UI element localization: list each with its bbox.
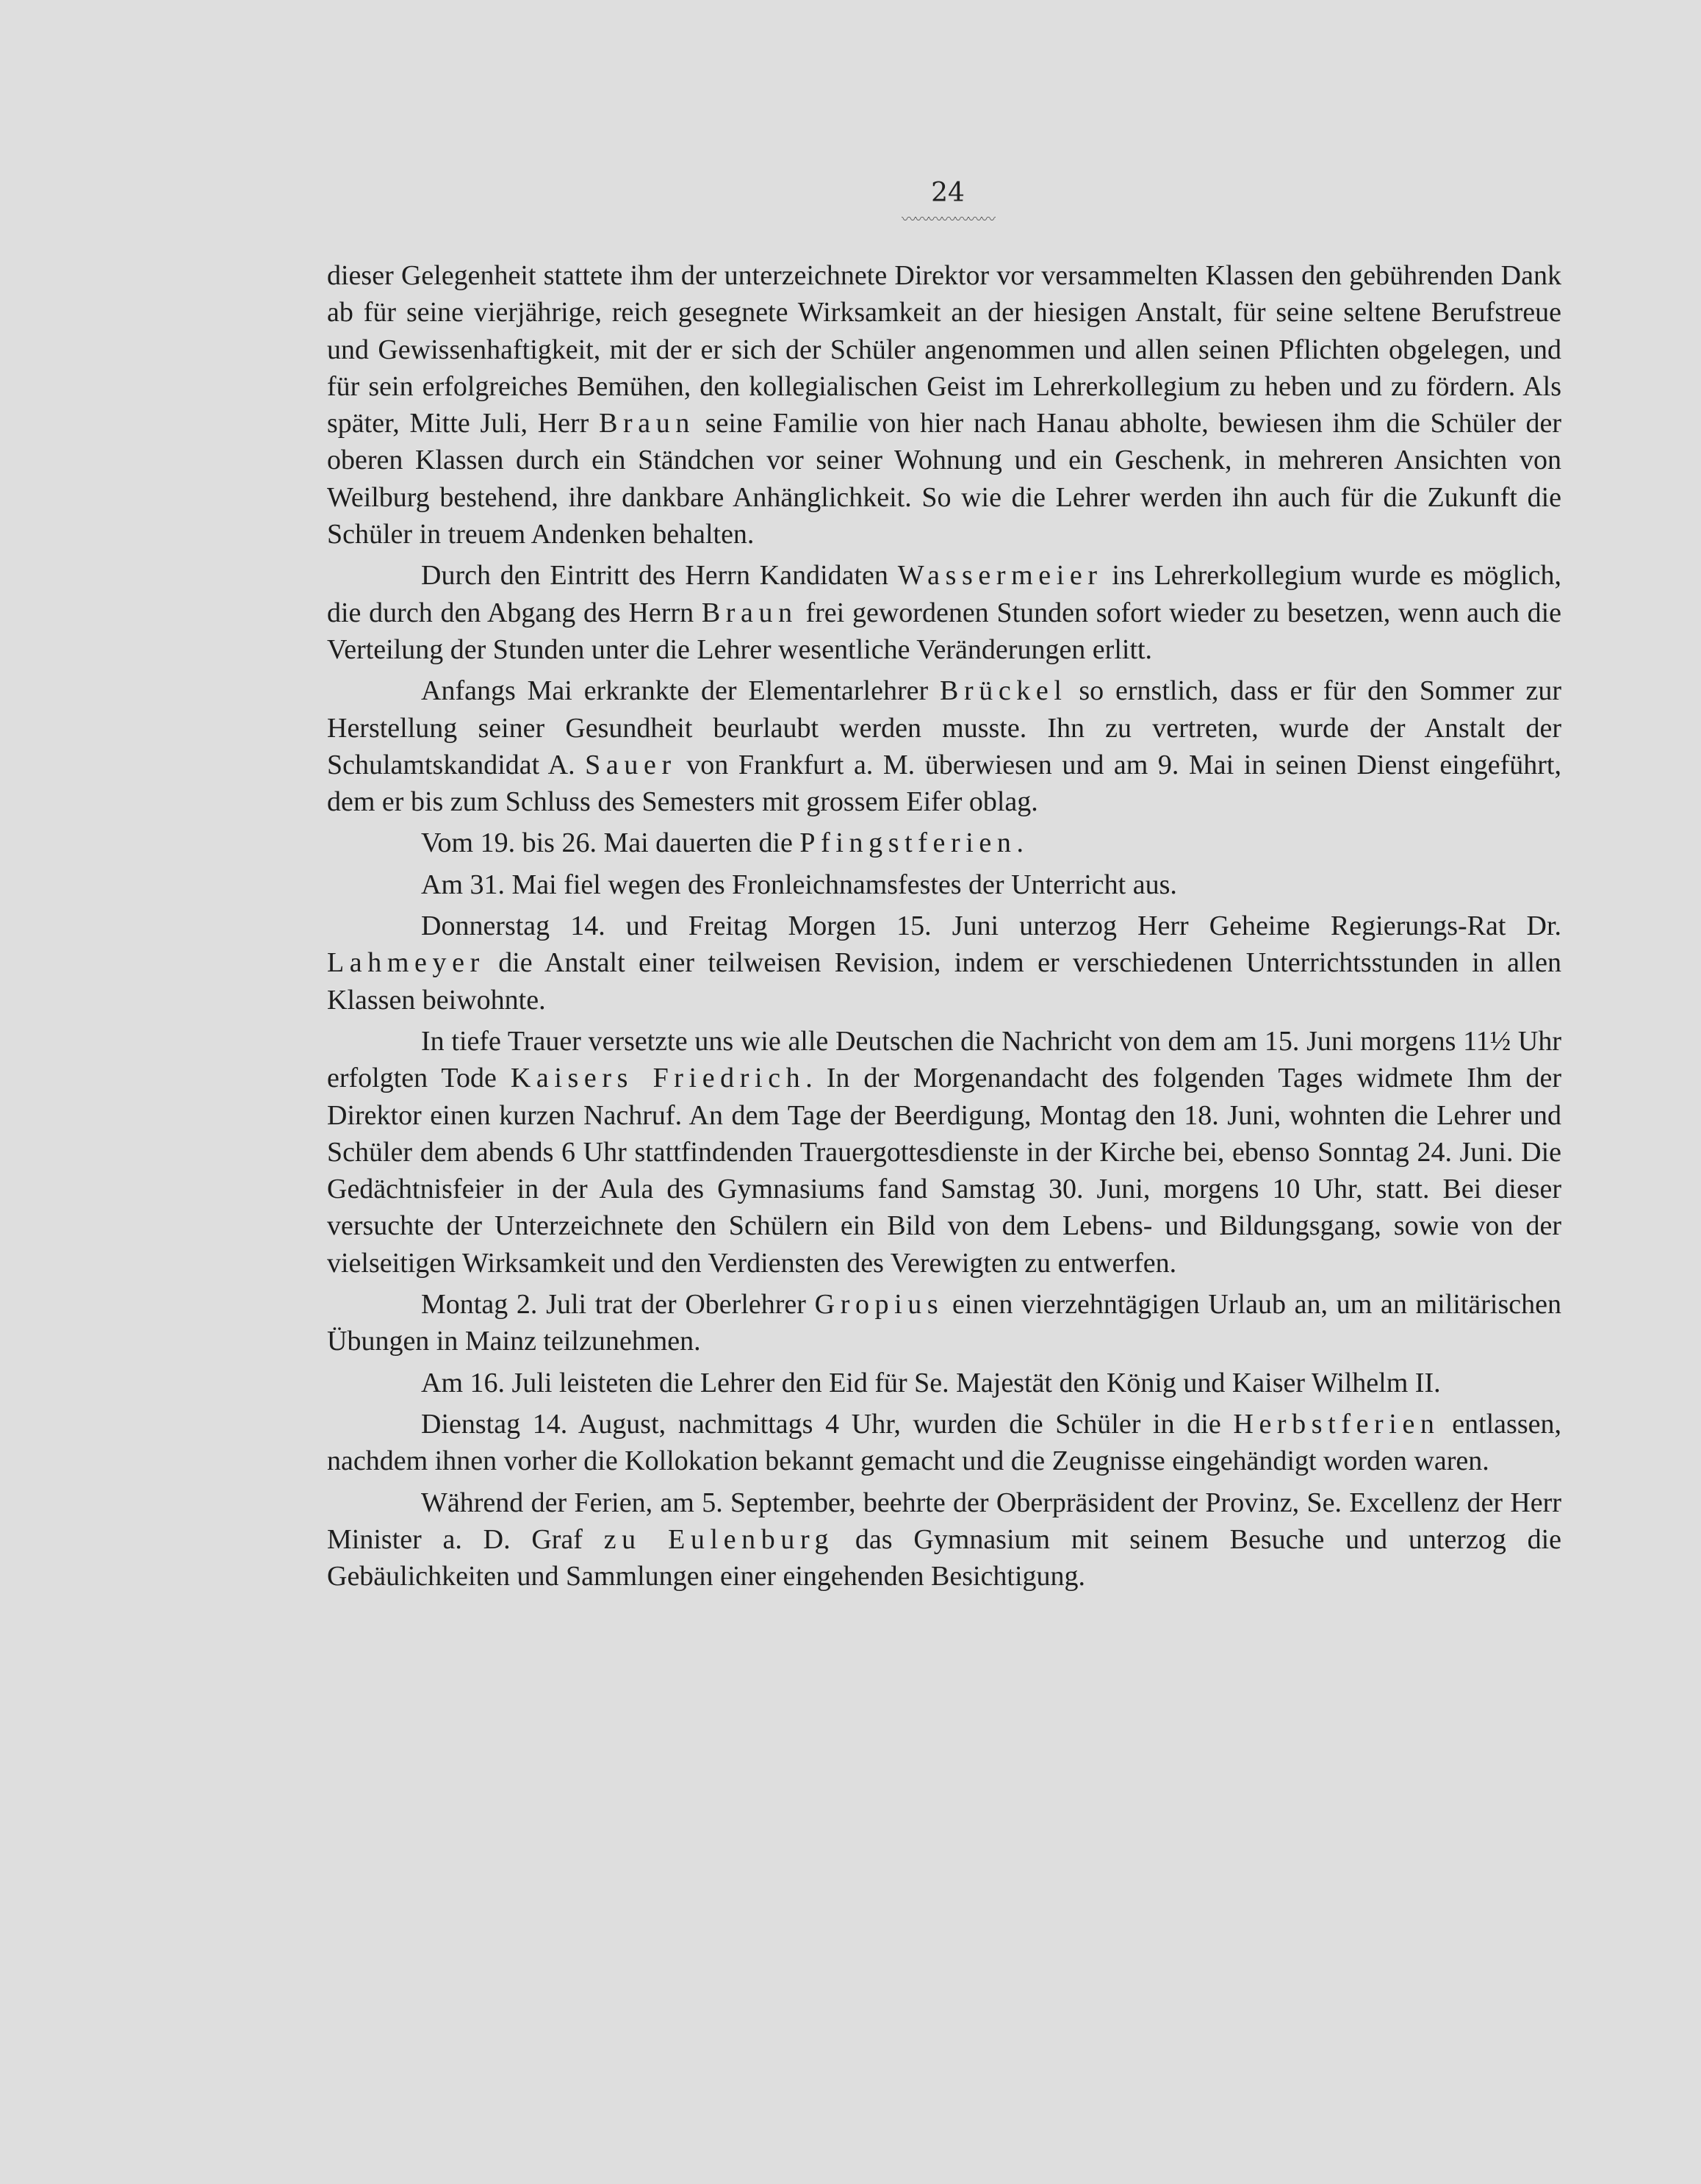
paragraph xyxy=(327,257,1561,553)
paragraph-text: Donnerstag 14. und Freitag Morgen 15. Juni unterzog Herr Geheime Regierungs-Rat Dr. xyxy=(421,910,1561,942)
paragraph-text: die Anstalt einer teilweisen Revision, indem er verschiedenen Unterrichtsstunden in allen Klassen beiwohnte. xyxy=(327,947,1561,1016)
paragraph-text: Montag 2. Juli trat der Oberlehrer xyxy=(421,1289,815,1321)
spaced-name-text: Sauer xyxy=(585,749,677,780)
paragraph xyxy=(327,866,1561,903)
paragraph xyxy=(327,1023,1561,1282)
paragraph-text: das Gymnasium mit seinem Besuche und unterzog die Gebäulichkeiten und Sammlungen einer eingehenden Besichtigung. xyxy=(327,1523,1562,1592)
spaced-name-text: zu Eulenburg xyxy=(603,1523,835,1555)
paragraph-text: dieser Gelegenheit stattete ihm der unterzeichnete Direktor vor versammelten Klassen den gebührenden Dank ab für seine vierjährige, reich gesegnete Wirksamkeit an der hiesigen Anstalt, für seine seltene Berufstreue und Gewissenhaftigkeit, mit der er sich der Schüler angenommen und allen seinen Pflichten obgelegen, und für sein erfolgreiches Bemühen, den kollegialischen Geist im Lehrerkollegium zu heben und zu fördern. Als später, Mitte Juli, Herr xyxy=(327,260,1561,439)
spaced-name-text: Wassermeier xyxy=(897,560,1103,592)
paragraph xyxy=(327,1365,1561,1401)
paragraph-text: seine Familie von hier nach Hanau abholte, bewiesen ihm die Schüler der oberen Klassen durch ein Ständchen vor seiner Wohnung und ein Geschenk, in mehreren Ansichten von Weilburg bestehend, ihre dankbare Anhänglichkeit. So wie die Lehrer werden ihn auch für die Zukunft die Schüler in treuem Andenken behalten. xyxy=(327,408,1561,550)
page-number-ornament: 〰〰〰〰〰〰〰 xyxy=(902,212,994,226)
paragraph-text: frei gewordenen Stunden sofort wieder zu besetzen, wenn auch die Verteilung der Stunden unter die Lehrer wesentliche Veränderungen erlitt. xyxy=(327,597,1561,665)
paragraph-text: . xyxy=(1016,827,1024,859)
spaced-name-text: Braun xyxy=(599,408,695,439)
spaced-name-text: Braun xyxy=(701,597,798,628)
spaced-name-text: Herbstferien xyxy=(1233,1408,1440,1440)
paragraph-text: In tiefe Trauer versetzte uns wie alle Deutschen die Nachricht von dem am 15. Juni morgens 11½ Uhr erfolgten Tode xyxy=(327,1025,1561,1094)
paragraph xyxy=(327,908,1561,1019)
spaced-name-text: Pfingstferien xyxy=(799,827,1017,859)
spaced-name-text: Lahmeyer xyxy=(327,947,485,979)
page-number: 24 xyxy=(931,178,965,208)
paragraph-text: . In der Morgenandacht des folgenden Tages widmete Ihm der Direktor einen kurzen Nachruf. An dem Tage der Beerdigung, Montag den 18. Juni, wohnten die Lehrer und Schüler dem abends 6 Uhr stattfindenden Trauergottesdienste in der Kirche bei, ebenso Sonntag 24. Juni. Die Gedächtnisfeier in der Aula des Gymnasiums fand Samstag 30. Juni, morgens 10 Uhr, statt. Bei dieser versuchte der Unterzeichnete den Schülern ein Bild von dem Lebens- und Bildungsgang, sowie von der vielseitigen Wirksamkeit und den Verdiensten des Verewigten zu entwerfen. xyxy=(327,1063,1561,1279)
paragraph-text: ins Lehrerkollegium wurde es möglich, die durch den Abgang des Herrn xyxy=(327,560,1561,628)
paragraph xyxy=(327,825,1561,861)
spaced-name-text: Brückel xyxy=(940,675,1068,707)
spaced-name-text: Gropius xyxy=(814,1289,944,1321)
paragraph-text: Anfangs Mai erkrankte der Elementarlehrer xyxy=(421,675,941,707)
paragraph xyxy=(327,557,1561,668)
spaced-name-text: Kaisers Friedrich xyxy=(510,1063,806,1094)
paragraph xyxy=(327,1406,1561,1480)
paragraph-text: Am 16. Juli leisteten die Lehrer den Eid für Se. Majestät den König und Kaiser Wilhelm II. xyxy=(421,1367,1441,1398)
paragraph-text: Während der Ferien, am 5. September, beehrte der Oberpräsident der Provinz, Se. Excellenz der Herr Minister a. D. Graf xyxy=(327,1487,1561,1555)
body-text xyxy=(327,257,1561,1599)
paragraph-text: von Frankfurt a. M. überwiesen und am 9. Mai in seinen Dienst eingeführt, dem er bis zum Schluss des Semesters mit grossem Eifer oblag. xyxy=(327,749,1561,818)
paragraph xyxy=(327,672,1561,820)
paragraph-text: Am 31. Mai fiel wegen des Fronleichnamsfestes der Unterricht aus. xyxy=(421,869,1177,900)
paragraph-text: einen vierzehntägigen Urlaub an, um an militärischen Übungen in Mainz teilzunehmen. xyxy=(327,1289,1561,1357)
paragraph-text: Durch den Eintritt des Herrn Kandidaten xyxy=(421,560,898,592)
paragraph xyxy=(327,1484,1561,1595)
paragraph-text: Dienstag 14. August, nachmittags 4 Uhr, wurden die Schüler in die xyxy=(421,1408,1234,1440)
paragraph-text: entlassen, nachdem ihnen vorher die Kollokation bekannt gemacht und die Zeugnisse eingehändigt worden waren. xyxy=(327,1408,1561,1477)
paragraph-text: so ernstlich, dass er für den Sommer zur Herstellung seiner Gesundheit beurlaubt werden musste. Ihn zu vertreten, wurde der Anstalt der Schulamtskandidat A. xyxy=(327,675,1561,780)
paragraph xyxy=(327,1286,1561,1360)
paragraph-text: Vom 19. bis 26. Mai dauerten die xyxy=(421,827,800,859)
